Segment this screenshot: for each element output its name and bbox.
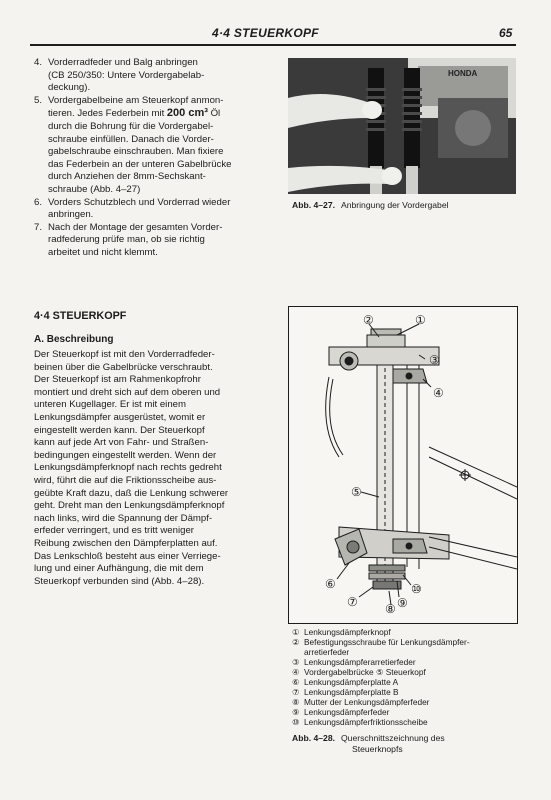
- legend-number: ⑦: [292, 687, 300, 697]
- fork-installation-photo: [288, 58, 516, 194]
- legend-text: Lenkungsdämpferfriktionsscheibe: [304, 717, 428, 727]
- diagram-legend: [292, 627, 470, 727]
- description-paragraph: Der Steuerkopf ist mit den Vorderradfeder- beinen über die Gabelbrücke verschraubt. Der Steuerkopf ist am Rahmenkopfrohr montiert und dreht sich auf dem oberen und unteren Kugellager. Er ist mit einem Lenkungsdämpfer ausgerüstet, womit er eingestellt werden kann. Der Steuerkopf kann auf jede Art von Fahr- und Straßen- bedingungen eingestellt werden. Wenn der Lenkungsdämpferknopf nach rechts gedreht wird, führt die auf die Friktionsscheibe aus- geübte Kraft dazu, daß die Lenkung schwerer geht. Dreht man den Lenkungsdämpferknopf nach links, wird die Spannung der Dämpf- erfeder verringert, und es tritt weniger Reibung zwischen den Dämpferplatten auf. Das Lenkschloß besteht aus einer Verriege- lung und einer Aufhängung, die mit dem Steuerkopf verbunden sind (Abb. 4–28).: [34, 349, 229, 587]
- step-text: Vorderradfeder und Balg anbringen (CB 250/350: Untere Vordergabelab- deckung).: [48, 57, 205, 94]
- figure-4-27-caption: [292, 200, 449, 210]
- step-number: 4.: [34, 57, 43, 68]
- legend-text: Lenkungsdämpferplatte B: [304, 687, 399, 697]
- section-heading: 4·4 STEUERKOPF: [34, 310, 127, 322]
- step-6: [34, 197, 278, 222]
- step-7: [34, 222, 278, 260]
- callout-5: ⑤: [351, 485, 362, 499]
- figure-caption-text: Anbringung der Vordergabel: [341, 200, 449, 210]
- callout-4: ④: [433, 386, 444, 400]
- steering-head-cross-section-diagram: [288, 306, 518, 624]
- callout-10: ⑩: [411, 582, 422, 596]
- photo-brand-text: HONDA: [448, 69, 478, 78]
- callout-6: ⑥: [325, 577, 336, 591]
- legend-number: ⑧: [292, 697, 300, 707]
- legend-number: ③: [292, 657, 300, 667]
- figure-caption-line: Querschnittszeichnung des: [341, 733, 445, 743]
- step-text: Nach der Montage der gesamten Vorder- radfederung prüfe man, ob sie richtig arbeitet und nicht klemmt.: [48, 221, 223, 258]
- figure-4-28-caption: [292, 733, 445, 755]
- legend-item: [292, 667, 470, 677]
- legend-number: ⑩: [292, 717, 300, 727]
- callout-8: ⑧: [385, 602, 396, 616]
- callout-3: ③: [429, 353, 440, 367]
- legend-item: [292, 687, 470, 697]
- legend-number: ①: [292, 627, 300, 637]
- figure-label: Abb. 4–27.: [292, 200, 335, 210]
- legend-number: ⑨: [292, 707, 300, 717]
- oil-volume-value: 200 cm³: [166, 107, 208, 120]
- legend-item: [292, 707, 470, 717]
- assembly-steps: [34, 57, 278, 260]
- step-number: 7.: [34, 221, 43, 233]
- running-header-title: 4·4 STEUERKOPF: [212, 26, 319, 40]
- step-text-part: Vordergabelbeine am Steuerkopf anmon- tieren. Jedes Federbein mit: [48, 94, 224, 120]
- legend-text: Mutter der Lenkungsdämpferfeder: [304, 697, 430, 707]
- header-rule: [30, 44, 516, 46]
- subsection-heading: A. Beschreibung: [34, 334, 114, 345]
- diagram-drawing: [289, 307, 517, 623]
- legend-item: [292, 697, 470, 707]
- legend-number: ④: [292, 667, 300, 677]
- legend-text: Lenkungsdämpferplatte A: [304, 677, 399, 687]
- step-4: [34, 57, 278, 95]
- legend-item: [292, 637, 470, 657]
- legend-number: ⑥: [292, 677, 300, 687]
- callout-9: ⑨: [397, 596, 408, 610]
- legend-item: [292, 677, 470, 687]
- legend-text: Lenkungsdämpferarretierfeder: [304, 657, 416, 667]
- legend-text: Lenkungsdämpferknopf: [304, 627, 391, 637]
- step-number: 5.: [34, 94, 43, 106]
- legend-item: [292, 627, 470, 637]
- legend-text: Befestigungsschraube für Lenkungsdämpfer- arretierfeder: [304, 637, 470, 657]
- step-5: [34, 95, 278, 197]
- legend-number: ②: [292, 637, 300, 647]
- callout-2: ②: [363, 313, 374, 327]
- legend-text: Lenkungsdämpferfeder: [304, 707, 390, 717]
- callout-7: ⑦: [347, 595, 358, 609]
- legend-item: [292, 657, 470, 667]
- legend-text: Vordergabelbrücke ⑤ Steuerkopf: [304, 667, 426, 677]
- callout-1: ①: [415, 313, 426, 327]
- photo-illustration: [288, 58, 516, 194]
- figure-caption-line: Steuerknopfs: [352, 744, 403, 754]
- step-number: 6.: [34, 196, 43, 208]
- figure-label: Abb. 4–28.: [292, 733, 335, 743]
- step-text: Vorders Schutzblech und Vorderrad wieder anbringen.: [48, 196, 231, 221]
- legend-item: [292, 717, 470, 727]
- page-number: 65: [499, 26, 513, 40]
- step-text: [48, 95, 278, 197]
- step-text-part: Öl durch die Bohrung für die Vordergabel- schraube einfüllen. Danach die Vorder- gabelschraube einschrauben. Man fixiere das Federbein an der unteren Gabelbrücke durch Anziehen der 8mm-Sechskant- schraube (Abb. 4–27): [48, 108, 232, 195]
